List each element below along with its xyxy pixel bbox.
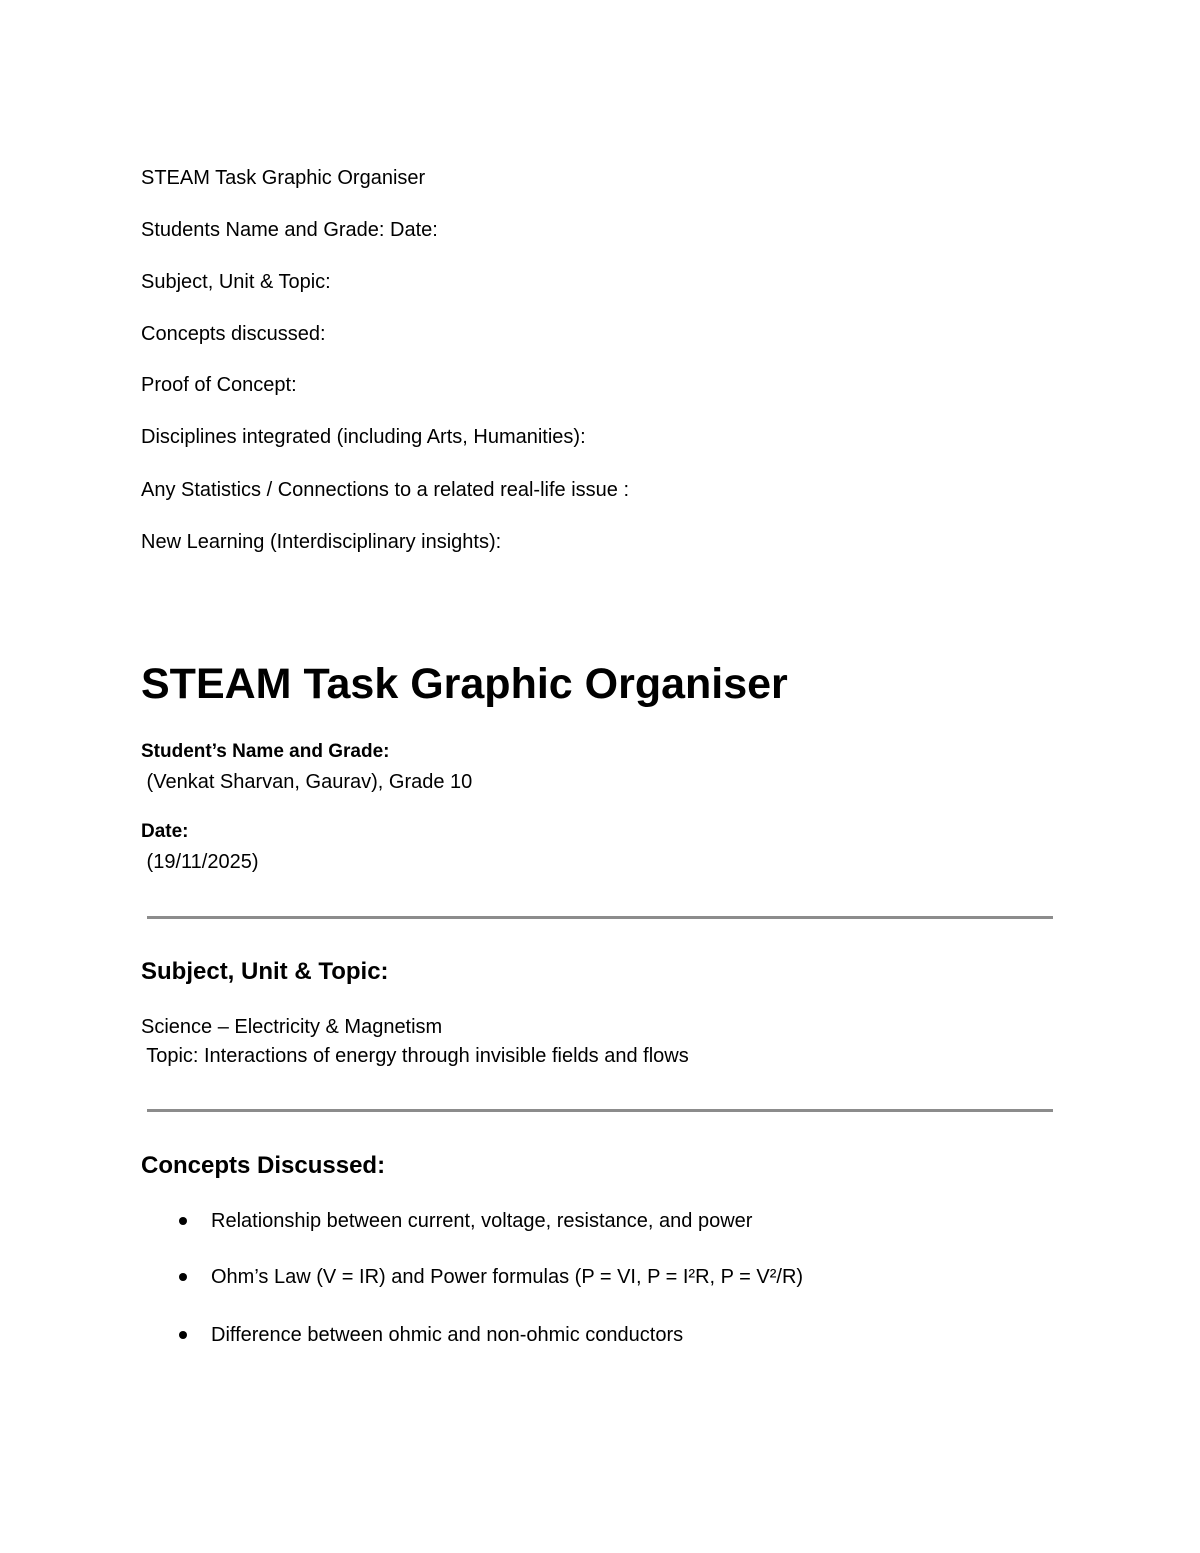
list-item-text: Difference between ohmic and non-ohmic conductors bbox=[211, 1324, 684, 1346]
list-item-text: Relationship between current, voltage, resistance, and power bbox=[211, 1210, 753, 1232]
bullet-icon bbox=[179, 1217, 187, 1225]
subject-heading: Subject, Unit & Topic: bbox=[141, 958, 389, 985]
divider-1 bbox=[147, 916, 1053, 919]
template-line-name-date: Students Name and Grade: Date: bbox=[141, 219, 438, 241]
student-value: (Venkat Sharvan, Gaurav), Grade 10 bbox=[141, 771, 473, 793]
template-line-proof: Proof of Concept: bbox=[141, 374, 297, 396]
list-item-text: Ohm’s Law (V = IR) and Power formulas (P = VI, P = I²R, P = V²/R) bbox=[211, 1266, 804, 1288]
template-line-subject: Subject, Unit & Topic: bbox=[141, 271, 331, 293]
bullet-icon bbox=[179, 1331, 187, 1339]
student-label: Student’s Name and Grade: bbox=[141, 741, 390, 762]
date-label: Date: bbox=[141, 821, 189, 842]
concepts-heading: Concepts Discussed: bbox=[141, 1152, 386, 1179]
template-line-disciplines: Disciplines integrated (including Arts, Humanities): bbox=[141, 426, 586, 448]
template-title: STEAM Task Graphic Organiser bbox=[141, 167, 426, 189]
list-item bbox=[141, 1208, 1041, 1234]
date-value: (19/11/2025) bbox=[141, 851, 259, 873]
subject-line-2: Topic: Interactions of energy through invisible fields and flows bbox=[141, 1045, 689, 1067]
bullet-icon bbox=[179, 1273, 187, 1281]
template-line-concepts: Concepts discussed: bbox=[141, 323, 326, 345]
list-item bbox=[141, 1264, 1041, 1290]
page-title: STEAM Task Graphic Organiser bbox=[141, 660, 788, 708]
template-line-statistics: Any Statistics / Connections to a related real-life issue : bbox=[141, 479, 630, 501]
list-item bbox=[141, 1322, 1041, 1348]
template-line-new-learning: New Learning (Interdisciplinary insights): bbox=[141, 531, 502, 553]
subject-line-1: Science – Electricity & Magnetism bbox=[141, 1016, 443, 1038]
divider-2 bbox=[147, 1109, 1053, 1112]
